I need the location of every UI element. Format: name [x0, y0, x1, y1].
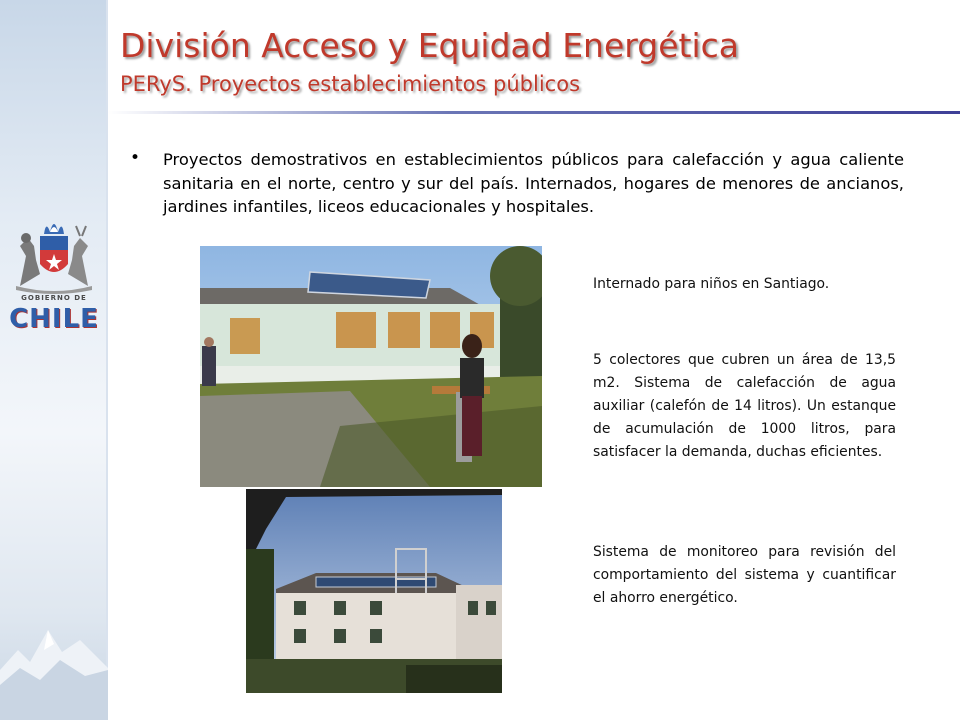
logo-chile-text: CHILE — [9, 304, 99, 334]
location-caption: Internado para niños en Santiago. — [593, 276, 830, 292]
bullet-icon: • — [130, 148, 141, 168]
page-subtitle: PERyS. Proyectos establecimientos públicos — [120, 72, 581, 96]
gobierno-de-chile-logo — [6, 216, 102, 340]
bullet-list — [130, 148, 904, 219]
logo-gobierno-text: GOBIERNO DE — [21, 294, 87, 302]
internado-solar-photo — [200, 246, 542, 487]
sidebar-mountains — [0, 610, 108, 720]
monitoring-description: Sistema de monitoreo para revisión del comportamiento del sistema y cuantificar el ahorro energético. — [593, 544, 896, 606]
title-divider — [108, 111, 960, 114]
page-title: División Acceso y Equidad Energética — [120, 26, 739, 65]
bullet-text: Proyectos demostrativos en establecimientos públicos para calefacción y agua caliente sanitaria en el norte, centro y sur del país. Internados, hogares de menores de ancianos, jardines infantiles, liceos educacionales y hospitales. — [163, 150, 904, 216]
building-roof-collectors-photo — [246, 489, 502, 693]
sidebar — [0, 0, 108, 720]
chile-coat-of-arms-icon — [6, 216, 102, 294]
system-description: 5 colectores que cubren un área de 13,5 m2. Sistema de calefacción de agua auxiliar (calefón de 14 litros). Un estanque de acumulación de 1000 litros, para satisfacer la demanda, duchas eficientes. — [593, 352, 896, 460]
